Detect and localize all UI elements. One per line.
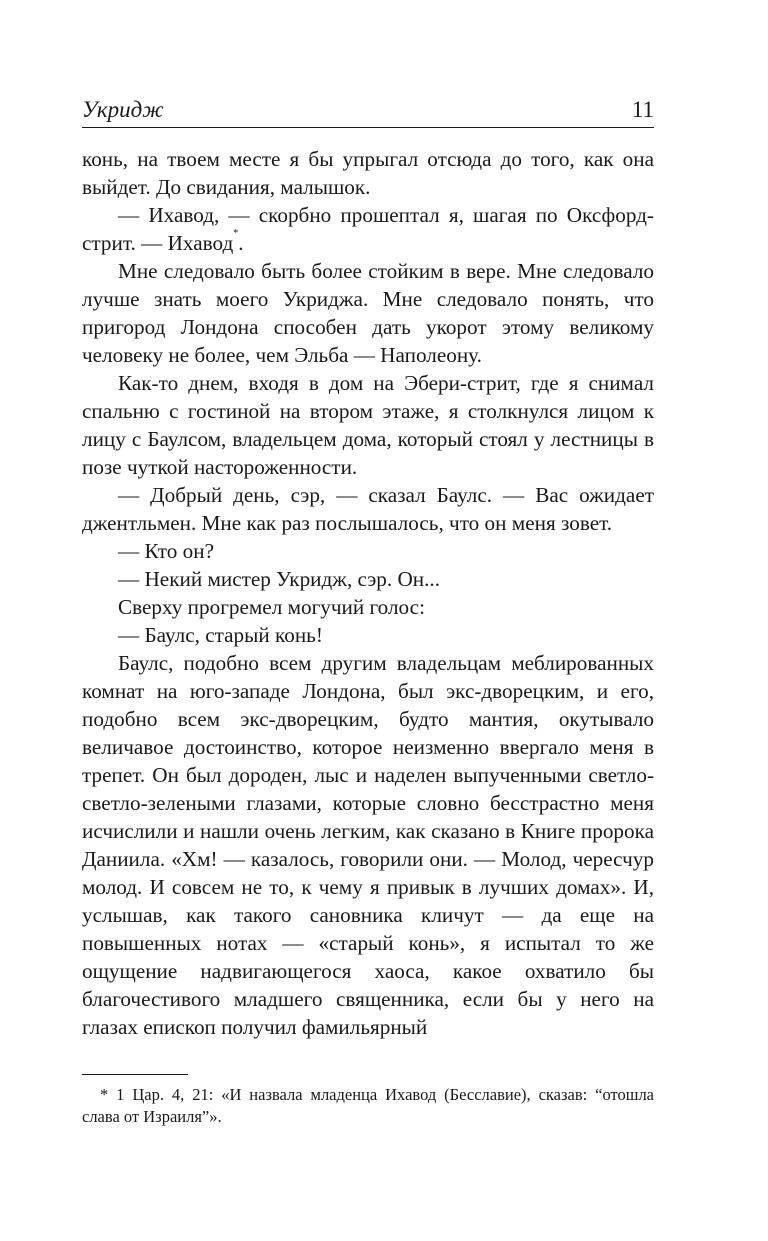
paragraph: Как-то днем, входя в дом на Эбери-стрит, где я снимал спальню с гостиной на втором этаже, я столкнулся лицом к лицу с Баулсом, владельцем дома, который стоял у лестницы в позе чуткой настороженности. (82, 371, 654, 479)
paragraph: — Баулс, старый конь! (118, 623, 323, 647)
paragraph-ichabod (82, 201, 654, 257)
body-text (82, 145, 654, 1041)
paragraph: — Кто он? (118, 539, 215, 563)
paragraph-continuation: конь, на твоем месте я бы упрыгал отсюда до того, как она выйдет. До свидания, малышок. (82, 147, 654, 199)
footnote-text: * 1 Цар. 4, 21: «И назвала младенца Ихавод (Бесславие), сказав: “отошла слава от Израиля”». (82, 1085, 654, 1126)
footnote-marker: * (233, 228, 239, 239)
paragraph: Сверху прогремел могучий голос: (118, 595, 425, 619)
running-title: Укридж (82, 97, 164, 122)
footnote (82, 1084, 654, 1128)
paragraph: Мне следовало быть более стойким в вере. Мне следовало лучше знать моего Укриджа. Мне следовало понять, что пригород Лондона способен дать укорот этому великому человеку не более, чем Эльба — Наполеону. (82, 259, 654, 367)
paragraph-ichabod-end: . (238, 231, 244, 255)
page-number: 11 (631, 97, 654, 122)
paragraph-ichabod-text: — Ихавод, — скорбно прошептал я, шагая по Оксфорд-стрит. — Ихавод (82, 203, 654, 255)
paragraph: — Добрый день, сэр, — сказал Баулс. — Вас ожидает джентльмен. Мне как раз послышалось, что он меня зовет. (82, 483, 654, 535)
running-header (82, 93, 654, 128)
paragraph: — Некий мистер Укридж, сэр. Он... (118, 567, 441, 591)
paragraph: Баулс, подобно всем другим владельцам меблированных комнат на юго-западе Лондона, был экс-дворецким, и его, подобно всем экс-дворецким, будто мантия, окутывало величавое достоинство, которое неизменно ввергало меня в трепет. Он был дороден, лыс и наделен выпученными светло-светло-зелеными глазами, которые словно бесстрастно меня исчислили и нашли очень легким, как сказано в Книге пророка Даниила. «Хм! — казалось, говорили они. — Молод, чересчур молод. И совсем не то, к чему я привык в лучших домах». И, услышав, как такого сановника кличут — да еще на повышенных нотах — «старый конь», я испытал то же ощущение надвигающегося хаоса, какое охватило бы благочестивого младшего священника, если бы у него на глазах епископ получил фамильярный (82, 651, 654, 1039)
footnote-divider (82, 1074, 188, 1075)
